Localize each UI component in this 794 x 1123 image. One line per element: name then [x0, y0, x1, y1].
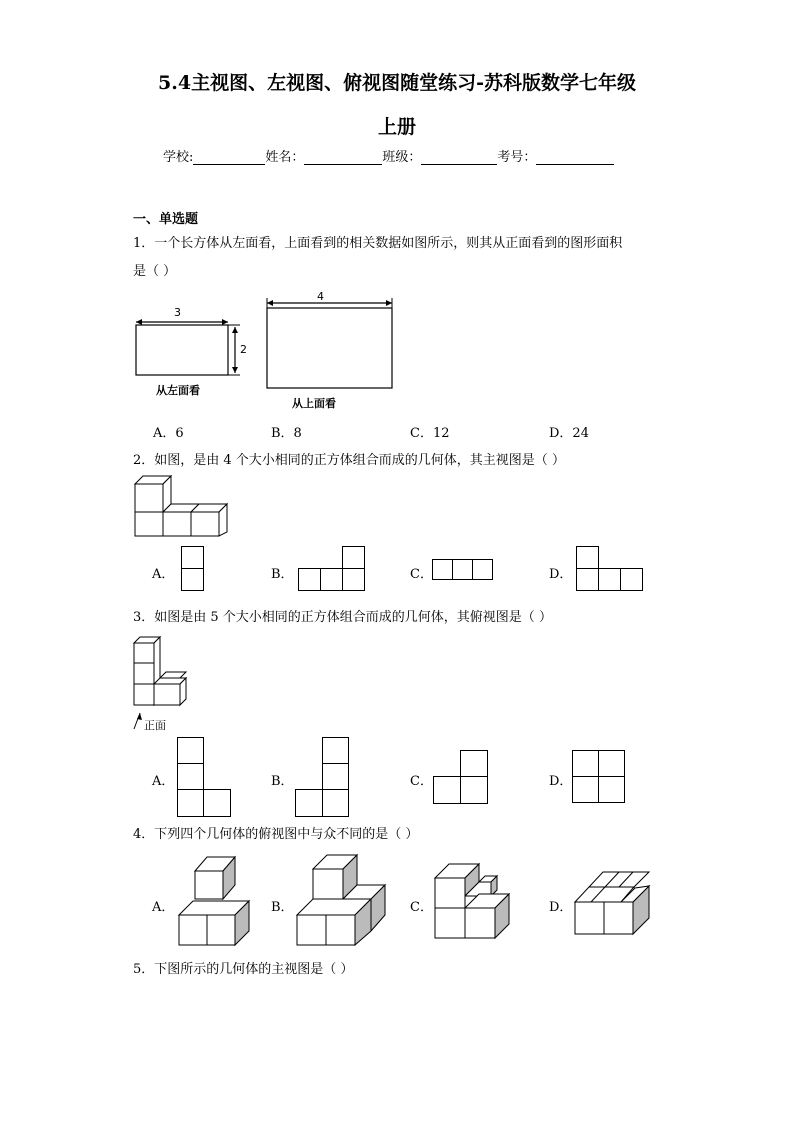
q3-label-c[interactable]: C． — [410, 774, 433, 789]
q3-label-a[interactable]: A． — [152, 774, 175, 789]
question-4-text: 4．下列四个几何体的俯视图中与众不同的是（ ） — [133, 827, 419, 842]
q3-option-d-figure[interactable] — [572, 750, 628, 804]
page-title: 5.4主视图、左视图、俯视图随堂练习-苏科版数学七年级 — [158, 72, 636, 94]
q4-label-a[interactable]: A． — [152, 900, 175, 915]
section-heading: 一、单选题 — [133, 212, 199, 227]
q4-option-a-figure[interactable] — [177, 855, 257, 947]
number-field[interactable] — [536, 151, 614, 165]
q3-label-b[interactable]: B． — [271, 774, 294, 789]
q3-option-a-figure[interactable] — [177, 737, 235, 819]
q3-option-c-figure[interactable] — [433, 750, 491, 806]
question-5-text: 5．下图所示的几何体的主视图是（ ） — [133, 962, 354, 977]
q2-label-b[interactable]: B． — [271, 567, 294, 582]
q1-left-view-figure — [130, 300, 260, 405]
question-1-text: 1．一个长方体从左面看，上面看到的相关数据如图所示，则其从正面看到的图形面积 — [133, 236, 623, 251]
q3-solid-figure — [130, 633, 200, 733]
q1-top-view-figure — [262, 290, 397, 410]
q4-label-b[interactable]: B． — [271, 900, 294, 915]
q3-front-label: 正面 — [144, 719, 166, 732]
q2-solid-figure — [133, 474, 233, 538]
q1-top-width-label: 4 — [317, 290, 324, 303]
q4-option-c-figure[interactable] — [433, 860, 513, 942]
q1-option-d[interactable]: D．24 — [549, 426, 589, 441]
school-field[interactable] — [193, 151, 265, 165]
question-3-text: 3．如图是由 5 个大小相同的正方体组合而成的几何体，其俯视图是（ ） — [133, 610, 552, 625]
q1-width-label: 3 — [174, 306, 181, 319]
class-label: 班级： — [382, 150, 422, 165]
q2-label-a[interactable]: A． — [152, 567, 175, 582]
q2-label-d[interactable]: D． — [549, 567, 573, 582]
number-label: 考号： — [497, 150, 537, 165]
q3-option-b-figure[interactable] — [295, 737, 351, 819]
q4-option-d-figure[interactable] — [573, 868, 653, 938]
q2-option-b-figure[interactable] — [298, 546, 366, 592]
name-field[interactable] — [304, 151, 382, 165]
q1-option-b[interactable]: B．8 — [271, 426, 302, 441]
q1-left-caption: 从左面看 — [156, 384, 200, 397]
name-label: 姓名： — [265, 150, 305, 165]
q1-height-label: 2 — [240, 343, 247, 356]
q2-option-c-figure[interactable] — [432, 559, 496, 581]
page-title-line2: 上册 — [377, 116, 416, 138]
q2-option-a-figure[interactable] — [181, 546, 205, 592]
q4-label-c[interactable]: C． — [410, 900, 433, 915]
q2-option-d-figure[interactable] — [576, 546, 644, 592]
question-1-text-line2: 是（ ） — [133, 264, 177, 279]
q1-option-a[interactable]: A．6 — [153, 426, 184, 441]
question-2-text: 2．如图，是由 4 个大小相同的正方体组合而成的几何体，其主视图是（ ） — [133, 453, 565, 468]
student-info-row — [163, 146, 614, 165]
q1-top-caption: 从上面看 — [292, 397, 336, 410]
q4-option-b-figure[interactable] — [295, 853, 390, 948]
q4-label-d[interactable]: D． — [549, 900, 573, 915]
q2-label-c[interactable]: C． — [410, 567, 433, 582]
q1-option-c[interactable]: C．12 — [410, 426, 450, 441]
school-label: 学校: — [163, 150, 194, 165]
q3-label-d[interactable]: D． — [549, 774, 573, 789]
class-field[interactable] — [421, 151, 497, 165]
